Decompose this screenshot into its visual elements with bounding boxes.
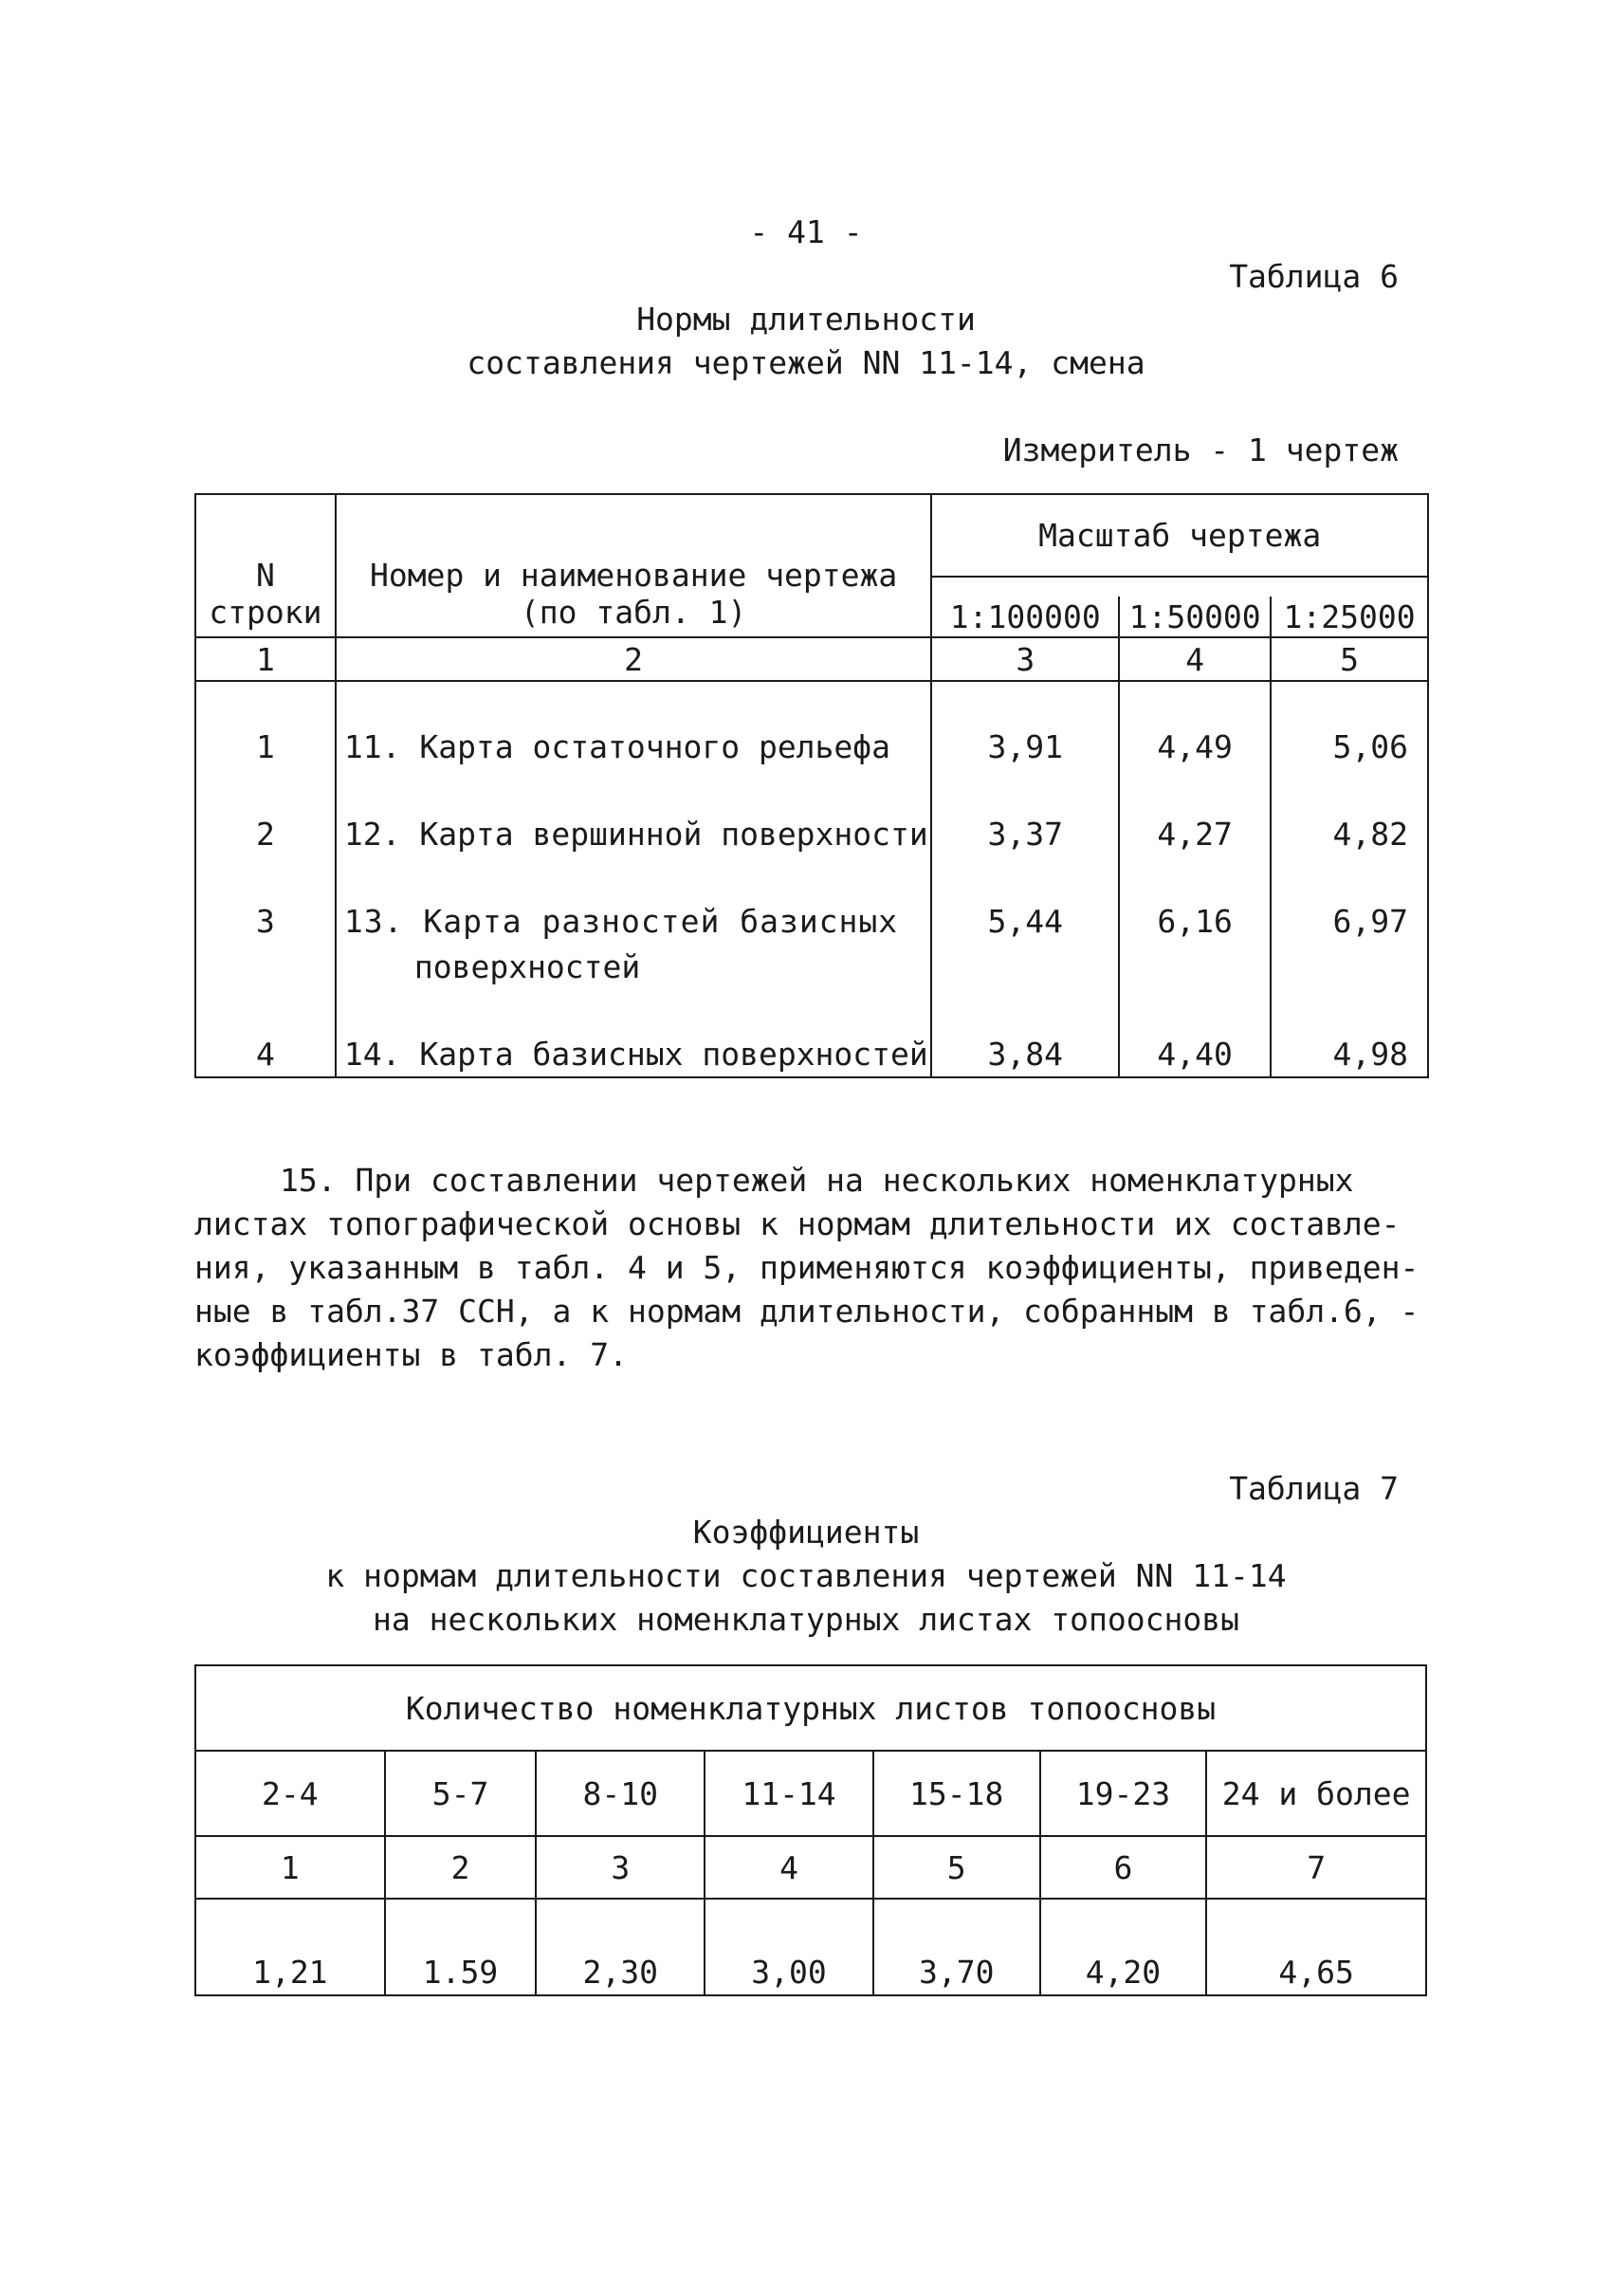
range-cell: 19-23 [1040, 1751, 1207, 1836]
header-name-line2: (по табл. 1) [520, 594, 747, 631]
col-number-5: 5 [1271, 637, 1428, 681]
value-cell: 1,21 [195, 1899, 385, 1995]
row-name: 11. Карта остаточного рельефа [336, 724, 932, 769]
row-value-3: 4,82 [1271, 811, 1428, 856]
table6-unit: Измеритель - 1 чертеж [1002, 432, 1399, 468]
range-cell: 24 и более [1206, 1751, 1426, 1836]
table7 [194, 1664, 1427, 1996]
row-value-2: 4,49 [1119, 724, 1271, 769]
table7-header: Количество номенклатурных листов топоосновы [195, 1665, 1426, 1751]
table-row [195, 724, 1428, 769]
value-cell: 4,65 [1206, 1899, 1426, 1995]
col-number: 7 [1206, 1836, 1426, 1899]
row-value-1: 3,37 [931, 811, 1119, 856]
table6-title-line2: составления чертежей NN 11-14, смена [467, 344, 1145, 381]
page-number: - 41 - [749, 213, 863, 250]
header-scale-1: 1:100000 [931, 597, 1119, 637]
col-number-3: 3 [931, 637, 1119, 681]
value-cell: 3,70 [873, 1899, 1040, 1995]
header-name-line1: Номер и наименование чертежа [369, 557, 898, 594]
table6-label: Таблица 6 [1229, 258, 1399, 295]
table-row [195, 1031, 1428, 1077]
col-number: 5 [873, 1836, 1040, 1899]
row-no: 1 [195, 724, 336, 769]
range-cell: 2-4 [195, 1751, 385, 1836]
header-scale-divider [931, 577, 1428, 597]
table-row [195, 811, 1428, 856]
table-row [195, 898, 1428, 944]
table7-title-line3: на нескольких номенклатурных листах топоосновы [373, 1601, 1239, 1638]
value-cell: 3,00 [705, 1899, 873, 1995]
paragraph-line: ные в табл.37 ССН, а к нормам длительности, собранным в табл.6, - [194, 1293, 1420, 1330]
row-name: 13. Карта разностей базисных [336, 898, 932, 944]
value-cell: 2,30 [536, 1899, 705, 1995]
paragraph-line: коэффициенты в табл. 7. [194, 1336, 628, 1373]
range-cell: 15-18 [873, 1751, 1040, 1836]
row-value-2: 4,27 [1119, 811, 1271, 856]
table7-title-line2: к нормам длительности составления чертежей NN 11-14 [325, 1557, 1287, 1594]
row-value-3: 5,06 [1271, 724, 1428, 769]
paragraph-line: ния, указанным в табл. 4 и 5, применяются коэффициенты, приведен- [194, 1249, 1420, 1286]
table6-title-line1: Нормы длительности [636, 301, 976, 338]
paragraph-15 [194, 1159, 1427, 1377]
range-cell: 5-7 [385, 1751, 537, 1836]
col-number: 2 [385, 1836, 537, 1899]
value-cell: 1.59 [385, 1899, 537, 1995]
col-number: 1 [195, 1836, 385, 1899]
header-scale-3: 1:25000 [1271, 597, 1428, 637]
table-row-continuation [195, 944, 1428, 989]
col-number-4: 4 [1119, 637, 1271, 681]
col-number: 3 [536, 1836, 705, 1899]
paragraph-line: 15. При составлении чертежей на нескольких номенклатурных [280, 1162, 1354, 1199]
row-no: 2 [195, 811, 336, 856]
range-cell: 11-14 [705, 1751, 873, 1836]
row-name-continuation: поверхностей [336, 944, 932, 989]
table6 [194, 493, 1429, 1078]
row-name: 14. Карта базисных поверхностей [336, 1031, 932, 1077]
row-no: 4 [195, 1031, 336, 1077]
paragraph-line: листах топографической основы к нормам длительности их составле- [194, 1205, 1401, 1242]
row-name: 12. Карта вершинной поверхности [336, 811, 932, 856]
row-no: 3 [195, 898, 336, 944]
table7-label: Таблица 7 [1229, 1470, 1399, 1507]
header-scale-2: 1:50000 [1119, 597, 1271, 637]
row-value-3: 4,98 [1271, 1031, 1428, 1077]
header-scale: Масштаб чертежа [931, 494, 1428, 577]
col-number: 4 [705, 1836, 873, 1899]
col-number: 6 [1040, 1836, 1207, 1899]
value-cell: 4,20 [1040, 1899, 1207, 1995]
row-value-1: 3,84 [931, 1031, 1119, 1077]
row-value-2: 6,16 [1119, 898, 1271, 944]
header-row-no [195, 494, 336, 637]
col-number-2: 2 [336, 637, 932, 681]
row-value-1: 5,44 [931, 898, 1119, 944]
col-number-1: 1 [195, 637, 336, 681]
row-value-1: 3,91 [931, 724, 1119, 769]
range-cell: 8-10 [536, 1751, 705, 1836]
header-name [336, 494, 932, 637]
table7-title-line1: Коэффициенты [692, 1514, 920, 1551]
row-value-3: 6,97 [1271, 898, 1428, 944]
row-value-2: 4,40 [1119, 1031, 1271, 1077]
header-row-no-line2: строки [209, 594, 322, 631]
header-row-no-line1: N [255, 557, 275, 594]
